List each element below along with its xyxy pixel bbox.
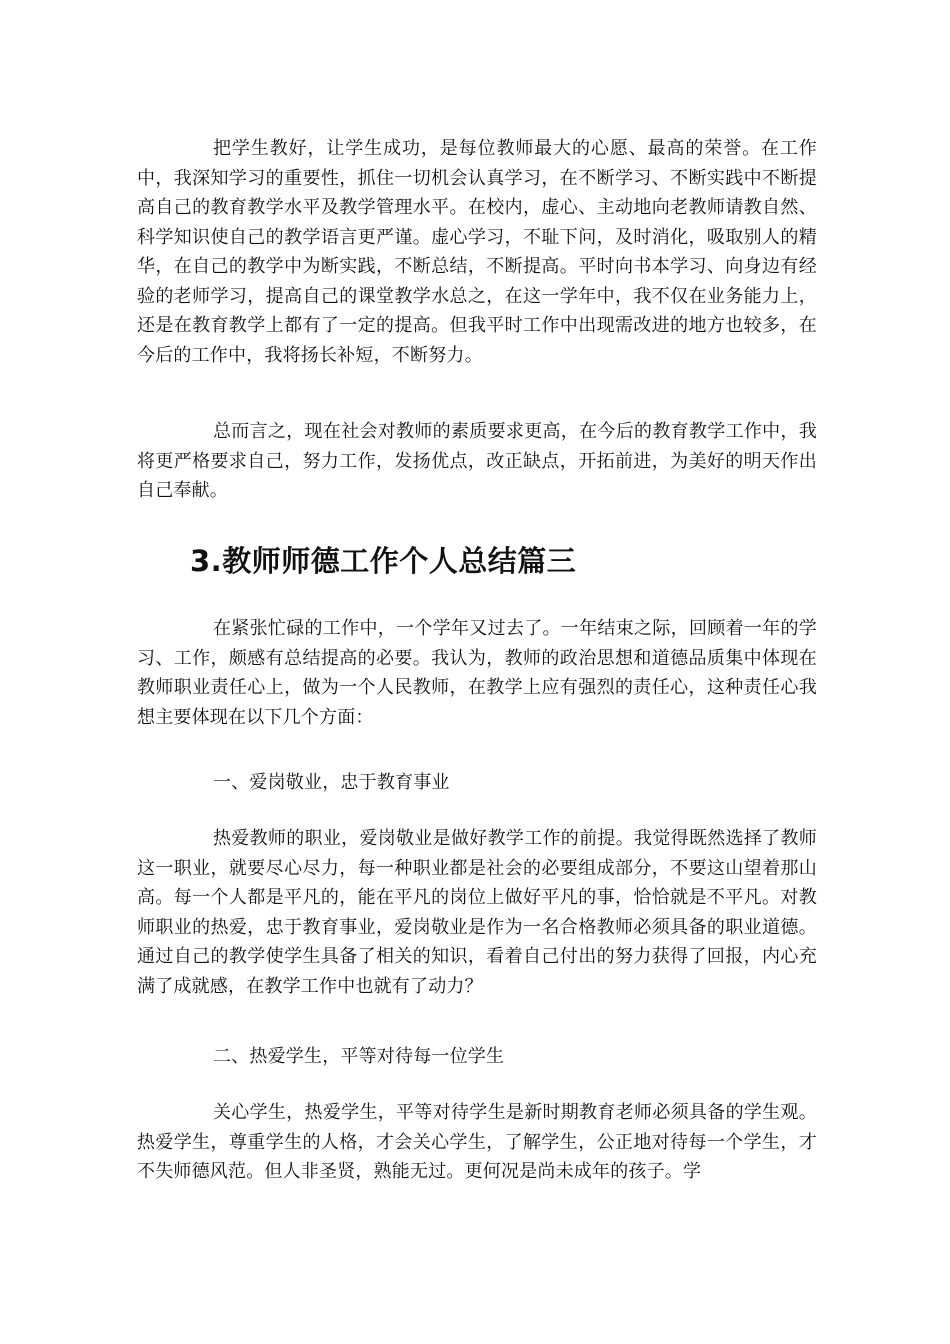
- paragraph-intro: 在紧张忙碌的工作中，一个学年又过去了。一年结束之际，回顾着一年的学习、工作，颇感有总结提高的必要。我认为，教师的政治思想和道德品质集中体现在教师职业责任心上，做为一个人民教师，在教学上应有强烈的责任心，这种责任心我想主要体现在以下几个方面：: [137, 618, 817, 728]
- subheading-love-students: 二、热爱学生，平等对待每一位学生: [213, 1046, 505, 1067]
- paragraph-learning: 把学生教好，让学生成功，是每位教师最大的心愿、最高的荣誉。在工作中，我深知学习的重要性，抓住一切机会认真学习，在不断学习、不断实践中不断提高自己的教育教学水平及教学管理水平。在校内，虚心、主动地向老教师请教自然、科学知识使自己的教学语言更严谨。虚心学习，不耻下问，及时消化，吸取别人的精华，在自己的教学中为断实践，不断总结，不断提高。平时向书本学习、向身边有经验的老师学习，提高自己的课堂教学水总之，在这一学年中，我不仅在业务能力上，还是在教育教学上都有了一定的提高。但我平时工作中出现需改进的地方也较多，在今后的工作中，我将扬长补短，不断努力。: [137, 138, 817, 366]
- section-heading: 3.教师师德工作个人总结篇三: [190, 544, 577, 578]
- paragraph-conclusion: 总而言之，现在社会对教师的素质要求更高，在今后的教育教学工作中，我将更严格要求自己，努力工作，发扬优点，改正缺点，开拓前进，为美好的明天作出自己奉献。: [137, 421, 817, 501]
- subheading-dedication: 一、爱岗敬业，忠于教育事业: [213, 772, 450, 793]
- paragraph-dedication: 热爱教师的职业，爱岗敬业是做好教学工作的前提。我觉得既然选择了教师这一职业，就要尽心尽力，每一种职业都是社会的必要组成部分，不要这山望着那山高。每一个人都是平凡的，能在平凡的岗位上做好平凡的事，恰恰就是不平凡。对教师职业的热爱，忠于教育事业，爱岗敬业是作为一名合格教师必须具备的职业道德。通过自己的教学使学生具备了相关的知识，看着自己付出的努力获得了回报，内心充满了成就感，在教学工作中也就有了动力？: [137, 828, 817, 997]
- paragraph-love-students: 关心学生，热爱学生，平等对待学生是新时期教育老师必须具备的学生观。热爱学生，尊重学生的人格，才会关心学生，了解学生，公正地对待每一个学生，才不失师德风范。但人非圣贤，熟能无过。更何况是尚未成年的孩子。学: [137, 1102, 817, 1182]
